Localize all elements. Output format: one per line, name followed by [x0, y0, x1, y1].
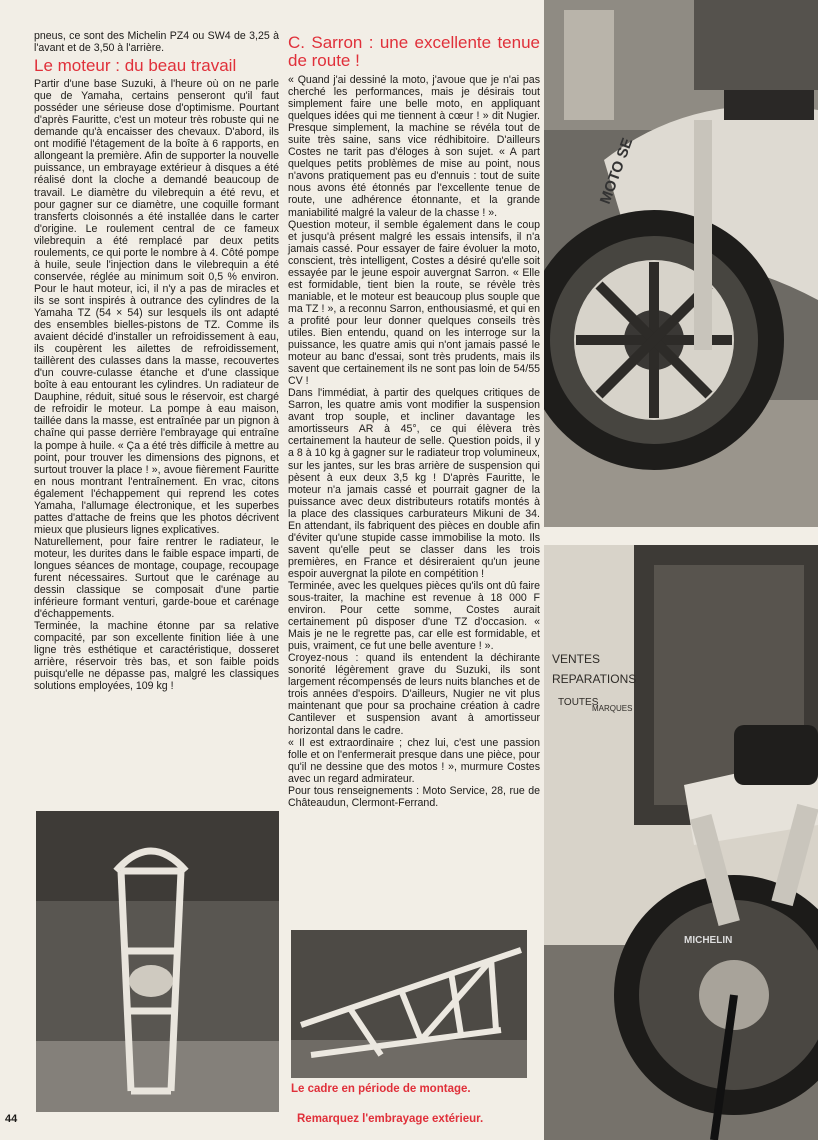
motorcycle-rear-photo [544, 545, 818, 1140]
sarron-section-heading: C. Sarron : une excellente tenue de route ! [288, 33, 540, 70]
shop-sign-line-1: VENTES [552, 652, 601, 666]
left-intro-text: pneus, ce sont des Michelin PZ4 ou SW4 de 3,25 à l'avant et de 3,50 à l'arrière. [34, 30, 279, 55]
middle-text-column [288, 30, 540, 809]
clutch-photo-caption: Remarquez l'embrayage extérieur. [297, 1113, 484, 1125]
middle-paragraph-7: Pour tous renseignements : Moto Service, 28, rue de Châteaudun, Clermont-Ferrand. [288, 784, 540, 809]
left-text-column [34, 30, 279, 692]
motor-section-heading: Le moteur : du beau travail [34, 56, 237, 76]
tyre-lettering: MICHELIN [684, 935, 733, 946]
shop-sign-line-4: MARQUES [592, 704, 633, 713]
middle-paragraph-6: « Il est extraordinaire ; chez lui, c'est une passion folle et on l'enfermerait presque dans une pièce, pour qu'il ne dessine que des motos ! », murmure Costes avec un regard admirateur. [288, 736, 540, 785]
frame-photo-caption: Le cadre en période de montage. [291, 1083, 471, 1095]
left-paragraph-3: Terminée, la machine étonne par sa relative compacité, par son excellente finition liée à une ligne très esthétique et caractéristique, dosseret arrière, réservoir très bas, et son faible poids puisqu'elle ne dépasse pas, malgré les classiques solutions employées, 109 kg ! [34, 620, 279, 693]
frame-assembly-photo-middle [291, 930, 527, 1078]
frame-assembly-photo-left [36, 811, 279, 1112]
middle-paragraph-5: Croyez-nous : quand ils entendent la déchirante sonorité légèrement grave du Suzuki, ils sont largement récompensés de leurs nuits blanches et de trois années d'espoirs. D'ailleurs, Nugier ne vit plus maintenant que pour sa prochaine création à cadre Cantilever et suspension avant à amortisseur horizontal dans le cadre. [288, 652, 540, 737]
middle-paragraph-4: Terminée, avec les quelques pièces qu'ils ont dû faire sous-traiter, la machine est revenue à 18 000 F environ. Pour cette somme, Costes aurait certainement pû disposer d'une TZ d'occasion. « Mais je ne le regrette pas, car elle est formidable, et puis, vraiment, ce fut une belle aventure ! ». [288, 579, 540, 653]
middle-paragraph-2: Question moteur, il semble également dans le coup et jusqu'à présent malgré les essais intensifs, il n'a jamais cassé. Pour essayer de faire évoluer la moto, conscient, très intelligent, Costes a désiré qu'elle soit essayée par le jeune espoir auvergnat Sarron. « Elle est formidable, tient bien la route, se révèle très maniable, et le moteur est beaucoup plus souple que ma TZ ! », a reconnu Sarron, enthousiasmé, et qui en a profité pour leur donner quelques conseils très utiles. Bien entendu, quand on les interroge sur la puissance, les quatre amis qui n'ont jamais passé le moteur au banc d'essai, sont très prudents, mais ils savent que certainement ils ne sont pas loin de 54/55 CV ! [288, 218, 540, 388]
shop-sign-line-3: TOUTES [558, 697, 599, 708]
left-paragraph-2: Naturellement, pour faire rentrer le radiateur, le moteur, les durites dans le faible espace imparti, de longues séances de montage, coupage, recoupage furent nécessaires. Surtout que le carénage au dessin classique se composait d'une partie inférieure formant venturi, garde-boue et carénage d'échappements. [34, 535, 279, 621]
left-paragraph-1: Partir d'une base Suzuki, à l'heure où on ne parle que de Yamaha, certains penseront qu'il faut posséder une sérieuse dose d'optimisme. Pourtant d'après Fauritte, c'est un moteur très robuste qui ne demande qu'à encaisser des chevaux. D'abord, ils ont modifié l'étagement de la boîte à 6 rapports, en allongeant la première. Afin de supporter la nouvelle puissance, un embrayage extérieur à disques a été réalisé dont la cloche a demandé beaucoup de travail. Le diamètre du vilebrequin a été revu, et pour gagner sur ce diamètre, une coquille formant transferts cloisonnés a été installée dans le carter d'origine. Le roulement central de ce fameux vilebrequin a été remplacé par deux petits roulements, ce qui porte le nombre à 4. Côté pompe à huile, seule l'injection dans le vilebrequin a été conservée, réglée au minimum soit 0,5 % environ. Pour le haut moteur, ici, il n'y a pas de miracles et ils se sont inspirés à outrance des cylindres de la Yamaha TZ (54 × 54) sur lesquels ils ont adapté des ensembles bielles-pistons de TZ. Comme ils avaient décidé d'installer un refroidissement à eau, ils coupèrent les ailettes de refroidissement, taillèrent des culasses dans la masse, recouvertes d'un couvre-culasse étanche et d'une classique boîte à eau entourant les cylindres. Un radiateur de Dauphine, réduit, situé sous le réservoir, est chargé de refroidir le moteur. La pompe à eau maison, taillée dans la masse, est entraînée par un pignon à chaîne qui passe derrière l'embrayage qui entraîne la pompe à huile. « Ça a été très difficile à mettre au point, pour trouver les dimensions des pignons, et surtout trouver la place ! », avoue fièrement Fauritte en nous montrant l'entraînement. En vrac, citons également l'échappement qui reprend les cotes Yamaha, l'allumage électronique, et les superbes pattes d'attache de freins que les photos décrivent mieux que plusieurs lignes explicatives. [34, 78, 279, 536]
middle-paragraph-1: « Quand j'ai dessiné la moto, j'avoue que je n'ai pas cherché les performances, mais je désirais tout simplement faire une belle moto, en appliquant quelques idées qui me tiennent à cœur ! » dit Nugier. Presque simplement, la machine se révéla tout de suite très saine, sans vice rédhibitoire. D'ailleurs Costes ne tarit pas d'éloges à son sujet. « A part quelques petits problèmes de mise au point, nous n'avons pratiquement pas eu d'ennuis : tout de suite nous avons été étonnés par l'excellente tenue de route, une adhérence étonnante, et la grande maniabilité malgré la valeur de la chasse ! ». [288, 74, 540, 219]
shop-sign-line-2: REPARATIONS [552, 672, 637, 686]
motorcycle-front-photo [544, 0, 818, 527]
page-number: 44 [5, 1113, 18, 1125]
fairing-lettering: MOTO SE [596, 135, 637, 207]
middle-paragraph-3: Dans l'immédiat, à partir des quelques critiques de Sarron, les quatre amis vont modifier la suspension avant trop souple, et incliner davantage les amortisseurs AR à 45°, ce qui élèvera très certainement la hauteur de selle. Question poids, il y a 8 à 10 kg à gagner sur le radiateur trop volumineux, sur les jantes, sur les bras arrière de suspension qui pèsent à eux deux 3,5 kg ! D'après Fauritte, le moteur n'a jamais cassé et pourrait gagner de la puissance avec deux distributeurs rotatifs montés à la place des classiques carburateurs Mikuni de 34. En attendant, ils fabriquent des pièces en double afin d'éviter qu'une stupide casse immobilise la moto. Ils savent qu'elle peut se classer dans les trois premières, en France et désireraient qu'un jeune espoir auvergnat la pilote en compétition ! [288, 387, 540, 580]
